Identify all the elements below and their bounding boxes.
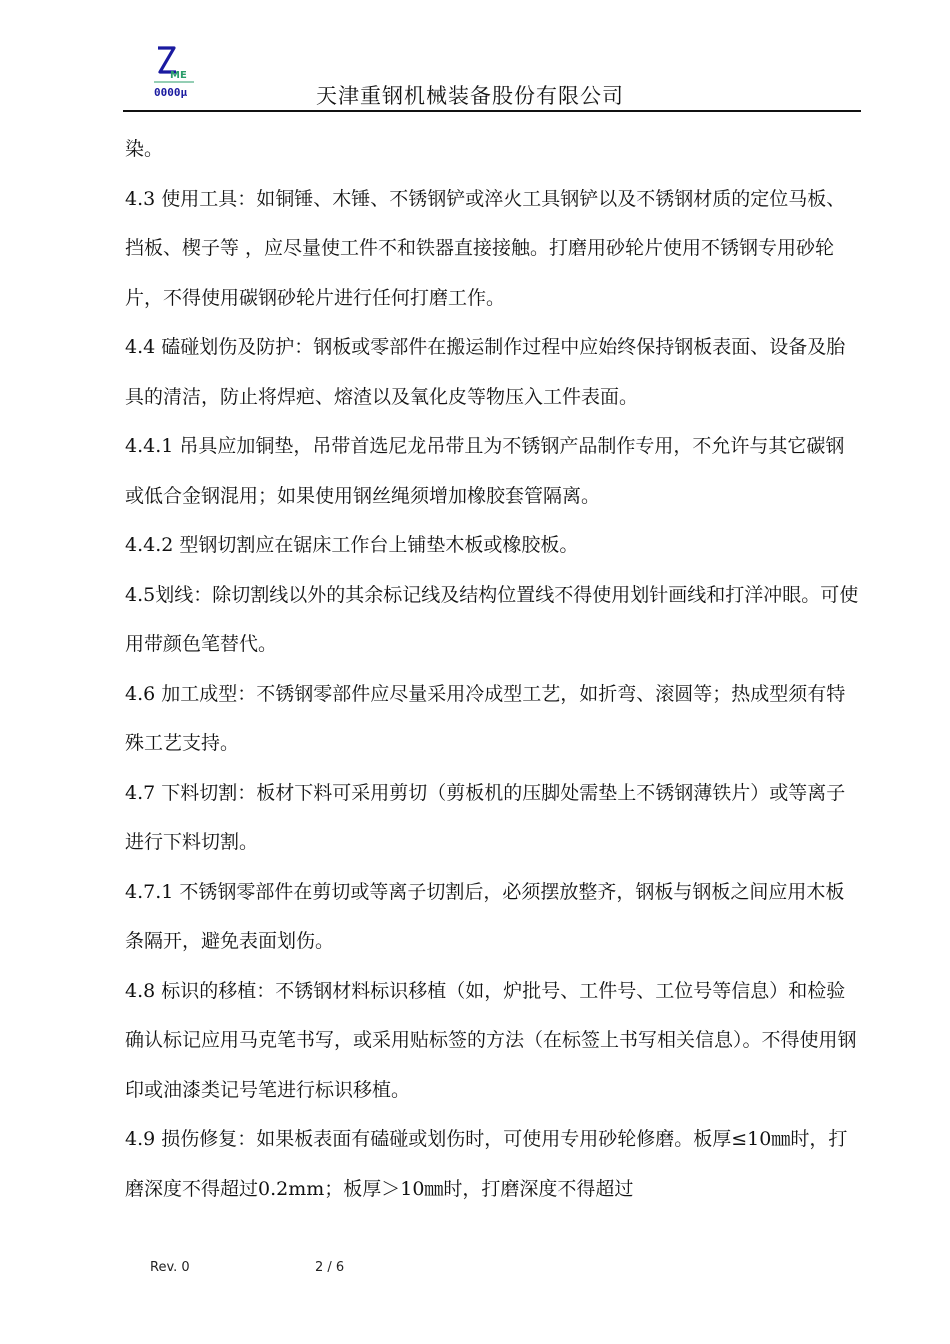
paragraph: 4.4 磕碰划伤及防护：钢板或零部件在搬运制作过程中应始终保持钢板表面、设备及胎具的清洁，防止将焊疤、熔渣以及氧化皮等物压入工件表面。 [125,336,846,408]
company-logo [150,44,198,100]
paragraph: 4.7 下料切割：板材下料可采用剪切（剪板机的压脚处需垫上不锈钢薄铁片）或等离子进行下料切割。 [125,781,846,853]
document-body [125,125,860,1214]
logo-subtext: 0000μ [154,86,188,99]
paragraph: 4.7.1 不锈钢零部件在剪切或等离子切割后，必须摆放整齐，钢板与钢板之间应用木板条隔开，避免表面划伤。 [125,880,845,952]
paragraph: 4.3 使用工具：如铜锤、木锤、不锈钢铲或淬火工具钢铲以及不锈钢材质的定位马板、挡板、楔子等 ，应尽量使工件不和铁器直接接触。打磨用砂轮片使用不锈钢专用砂轮片，不得使用碳钢砂轮片进行任何打磨工作。 [125,187,846,309]
paragraph: 4.4.1 吊具应加铜垫，吊带首选尼龙吊带且为不锈钢产品制作专用，不允许与其它碳钢或低合金钢混用；如果使用钢丝绳须增加橡胶套管隔离。 [125,435,845,507]
header-divider [123,110,861,112]
paragraph: 染。 [125,138,164,160]
revision-label: Rev. 0 [150,1260,190,1275]
paragraph: 4.9 损伤修复：如果板表面有磕碰或划伤时，可使用专用砂轮修磨。板厚≤10㎜时，打磨深度不得超过0.2mm；板厚＞10㎜时，打磨深度不得超过 [125,1128,848,1200]
paragraph: 4.8 标识的移植：不锈钢材料标识移植（如，炉批号、工件号、工位号等信息）和检验确认标记应用马克笔书写，或采用贴标签的方法（在标签上书写相关信息）。不得使用钢印或油漆类记号笔进行标识移植。 [125,979,857,1101]
company-name: 天津重钢机械装备股份有限公司 [316,84,624,108]
paragraph: 4.6 加工成型：不锈钢零部件应尽量采用冷成型工艺，如折弯、滚圆等；热成型须有特殊工艺支持。 [125,682,846,754]
paragraph: 4.4.2 型钢切割应在锯床工作台上铺垫木板或橡胶板。 [125,534,579,556]
svg-text:ME: ME [170,70,187,81]
paragraph: 4.5划线：除切割线以外的其余标记线及结构位置线不得使用划针画线和打洋冲眼。可使用带颜色笔替代。 [125,583,859,655]
page-number: 2 / 6 [315,1260,345,1275]
